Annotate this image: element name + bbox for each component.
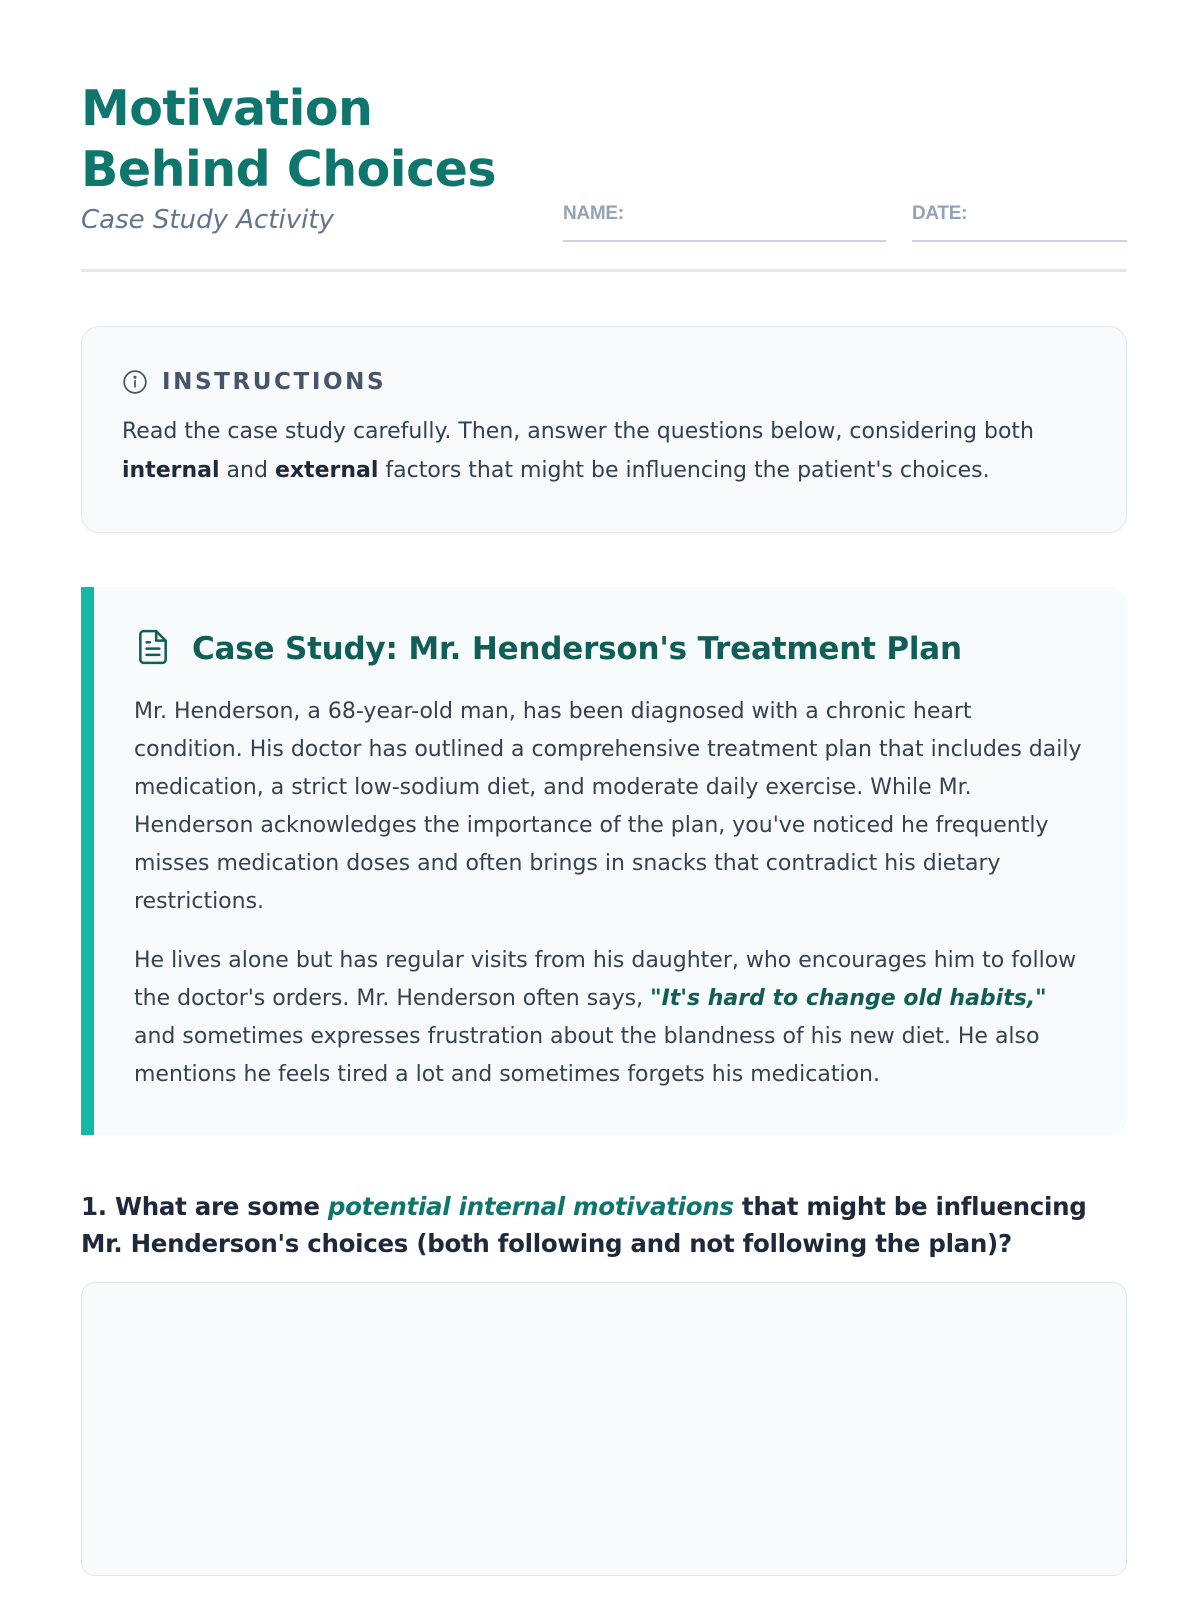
date-field[interactable] (912, 202, 1127, 242)
case-study-title: Case Study: Mr. Henderson's Treatment Plan (192, 631, 962, 667)
page-title-line1: Motivation (81, 80, 373, 137)
instructions-text-part: factors that might be influencing the patient's choices. (378, 458, 990, 483)
name-field[interactable] (563, 202, 886, 242)
page-title (81, 78, 496, 200)
question-1-emphasis: potential internal motivations (327, 1192, 734, 1221)
question-1-text: What are some (114, 1192, 328, 1221)
case-study-paragraph-1: Mr. Henderson, a 68-year-old man, has been diagnosed with a chronic heart condition. His doctor has outlined a comprehensive treatment plan that includes daily medication, a strict low-sodium diet, and moderate daily exercise. While Mr. Henderson acknowledges the importance of the plan, you've noticed he frequently misses medication doses and often brings in snacks that contradict his dietary restrictions. (134, 699, 1082, 914)
instructions-text (122, 412, 1086, 490)
document-icon (134, 627, 172, 672)
instructions-bold-internal: internal (122, 458, 220, 483)
instructions-text-part: and (219, 458, 275, 483)
case-study-paragraph-2-part: and sometimes expresses frustration about the blandness of his new diet. He also mentions he feels tired a lot and sometimes forgets his medication. (134, 1024, 1040, 1087)
question-1-text: that might be influencing Mr. Henderson's choices (both following and not following the plan)? (81, 1192, 1087, 1258)
question-1-answer-box[interactable] (81, 1282, 1127, 1576)
case-study-box (81, 587, 1127, 1135)
worksheet-page (81, 0, 1126, 1258)
case-study-paragraph-2-part: He lives alone but has regular visits from his daughter, who encourages him to follow the doctor's orders. Mr. Henderson often says, (134, 948, 1077, 1011)
instructions-box (81, 326, 1127, 533)
info-circle-icon (122, 369, 148, 395)
page-subtitle: Case Study Activity (81, 205, 334, 235)
page-title-line2: Behind Choices (81, 141, 497, 198)
patient-quote: "It's hard to change old habits," (650, 986, 1047, 1011)
instructions-header (122, 367, 1086, 397)
instructions-heading: INSTRUCTIONS (162, 369, 387, 395)
case-study-paragraph-2 (134, 942, 1087, 1094)
date-field-label: DATE: (912, 203, 968, 224)
instructions-bold-external: external (274, 458, 379, 483)
case-study-header (134, 627, 1087, 671)
instructions-text-part: Read the case study carefully. Then, answer the questions below, considering both (122, 419, 1034, 444)
question-1 (81, 1188, 1127, 1262)
worksheet-header (81, 0, 1126, 272)
name-field-label: NAME: (563, 203, 624, 224)
question-1-number: 1. (81, 1192, 115, 1221)
